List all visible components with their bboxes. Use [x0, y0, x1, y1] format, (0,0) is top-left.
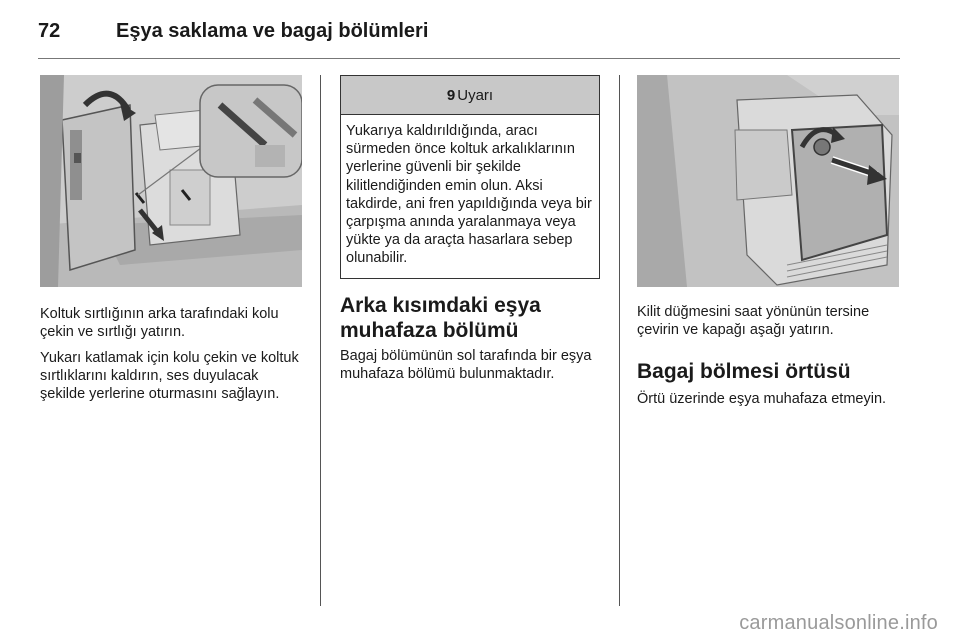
- storage-compartment-cover-illustration: [637, 75, 899, 287]
- left-column: [40, 75, 302, 403]
- right-paragraph-1: Kilit düğmesini saat yönünün tersine çevirin ve kapağı aşağı yatırın.: [637, 304, 870, 338]
- right-column: [637, 75, 899, 408]
- warning-text: Yukarıya kaldırıldığında, aracı sürmeden önce koltuk arkalıklarının yerlerine güvenli bir şekilde kilitlendiğinden emin olun. Aksi takdirde, ani fren yapıldığında veya bir çarpışma anında yaralanmaya veya yükte ya da araçta hasarlara sebep olunabilir.: [346, 123, 592, 267]
- column-divider-2: [619, 75, 620, 606]
- left-paragraph-2: Yukarı katlamak için kolu çekin ve koltuk sırtlıklarını kaldırın, ses duyulacak şekilde yerlerine oturmasını sağlayın.: [40, 350, 299, 402]
- page-title: Eşya saklama ve bagaj bölümleri: [116, 20, 429, 42]
- warning-box: [340, 75, 600, 279]
- header-divider: [38, 58, 900, 59]
- rear-storage-text: Bagaj bölümünün sol tarafında bir eşya muhafaza bölümü bulunmaktadır.: [340, 347, 592, 382]
- left-paragraph-1: Koltuk sırtlığının arka tarafındaki kolu çekin ve sırtlığı yatırın.: [40, 306, 279, 340]
- cargo-cover-text: Örtü üzerinde eşya muhafaza etmeyin.: [637, 391, 887, 407]
- watermark: carmanualsonline.info: [739, 612, 938, 634]
- column-divider-1: [320, 75, 321, 606]
- warning-title: Uyarı: [457, 86, 494, 104]
- warning-header: [341, 76, 599, 115]
- seat-backrest-fold-illustration: [40, 75, 302, 287]
- middle-column: [340, 75, 600, 383]
- section-heading-rear-storage: Arka kısımdaki eşya muhafaza bölümü: [340, 293, 541, 342]
- warning-triangle-icon: 9: [446, 86, 456, 104]
- page-header: [38, 20, 428, 46]
- section-heading-cargo-cover: Bagaj bölmesi örtüsü: [637, 360, 851, 383]
- page-number: 72: [38, 20, 61, 42]
